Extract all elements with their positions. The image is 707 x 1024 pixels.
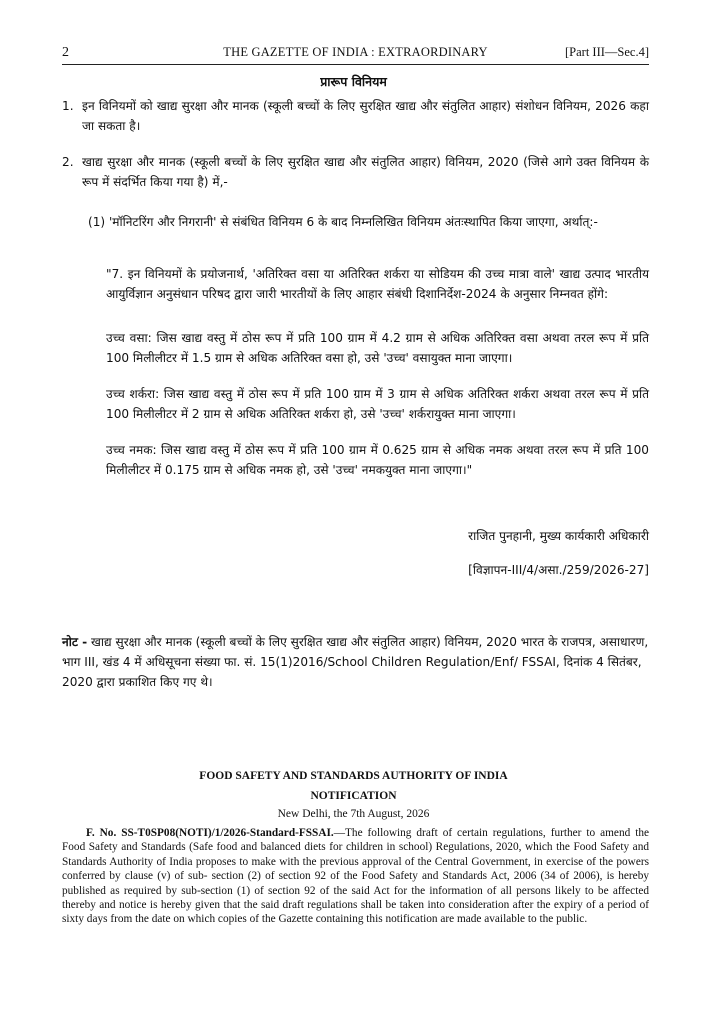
notification-heading: NOTIFICATION — [310, 790, 397, 802]
regulation-item-1 — [62, 96, 649, 136]
page-number: 2 — [62, 45, 69, 60]
item-number: 2. — [62, 155, 74, 169]
page-header — [62, 42, 649, 65]
note — [62, 632, 649, 692]
gazette-title: THE GAZETTE OF INDIA : EXTRAORDINARY — [223, 45, 488, 59]
quoted-regulation-intro: "7. इन विनियमों के प्रयोजनार्थ, 'अतिरिक्त वसा या अतिरिक्त शर्करा या सोडियम की उच्च मात्रा वाले' खाद्य उत्पाद भारतीय आयुर्विज्ञान अनुसंधान परिषद द्वारा जारी भारतीयों के लिए आहार संबंधी दिशानिर्देश-2024 के अनुसार निम्नवत होंगे: — [106, 267, 649, 301]
regulation-item-2 — [62, 152, 649, 192]
place-date: New Delhi, the 7th August, 2026 — [277, 808, 430, 820]
high-salt-definition: उच्च नमक: जिस खाद्य वस्तु में ठोस रूप में प्रति 100 ग्राम में 0.625 ग्राम से अधिक नमक अथवा तरल रूप में प्रति 100 मिलीलीटर में 0.175 ग्राम से अधिक नमक हो, उसे 'उच्च' नमकयुक्त माना जाएगा।" — [106, 443, 649, 477]
authority-heading: FOOD SAFETY AND STANDARDS AUTHORITY OF INDIA — [199, 770, 508, 782]
advertisement-number: [विज्ञापन-III/4/असा./259/2026-27] — [468, 563, 649, 577]
file-number: F. No. SS-T0SP08(NOTI)/1/2026-Standard-FSSAI. — [86, 827, 334, 839]
signatory: राजित पुनहानी, मुख्य कार्यकारी अधिकारी — [468, 529, 649, 543]
draft-regulations-heading: प्रारूप विनियम — [320, 74, 387, 89]
sub-item-1: (1) 'मॉनिटरिंग और निगरानी' से संबंधित विनियम 6 के बाद निम्नलिखित विनियम अंतःस्थापित किया जाएगा, अर्थात्:- — [88, 215, 598, 229]
item-number: 1. — [62, 99, 74, 113]
high-fat-definition: उच्च वसा: जिस खाद्य वस्तु में ठोस रूप में प्रति 100 ग्राम में 4.2 ग्राम से अधिक अतिरिक्त वसा अथवा तरल रूप में प्रति 100 मिलीलीटर में 1.5 ग्राम से अधिक अतिरिक्त वसा हो, उसे 'उच्च' वसायुक्त माना जाएगा। — [106, 331, 649, 365]
notification-text: —The following draft of certain regulations, further to amend the Food Safety and Standards (Safe food and balanced diets for children in school) Regulations, 2020, which the Food Safety and Standards Authority of India proposes to make with the previous approval of the Central Government, in exercise of the powers conferred by clause (v) of sub- section (2) of section 92 of the Food Safety and Standards Act, 2006 (34 of 2006), is hereby published as required by sub-section (1) of section 92 of the said Act for the information of all persons likely to be affected thereby and notice is hereby given that the said draft regulations shall be taken into consideration after the expiry of a period of sixty days from the date on which copies of the Gazette containing this notification are made available to the public. — [62, 827, 649, 926]
notification-body — [62, 826, 649, 927]
note-label: नोट - — [62, 635, 88, 649]
item-text: इन विनियमों को खाद्य सुरक्षा और मानक (स्कूली बच्चों के लिए सुरक्षित खाद्य और संतुलित आहार) संशोधन विनियम, 2026 कहा जा सकता है। — [82, 99, 649, 133]
note-text: खाद्य सुरक्षा और मानक (स्कूली बच्चों के लिए सुरक्षित खाद्य और संतुलित आहार) विनियम, 2020 भारत के राजपत्र, असाधारण, भाग III, खंड 4 में अधिसूचना संख्या फा. सं. 15(1)2016/School Children Regulation/Enf/ FSSAI, दिनांक 4 सितंबर, 2020 द्वारा प्रकाशित किए गए थे। — [62, 635, 649, 689]
part-section: [Part III—Sec.4] — [565, 45, 649, 59]
high-sugar-definition: उच्च शर्करा: जिस खाद्य वस्तु में ठोस रूप में प्रति 100 ग्राम में 3 ग्राम से अधिक अतिरिक्त शर्करा अथवा तरल रूप में प्रति 100 मिलीलीटर में 2 ग्राम से अधिक अतिरिक्त शर्करा हो, उसे 'उच्च' शर्करायुक्त माना जाएगा। — [106, 387, 649, 421]
item-text: खाद्य सुरक्षा और मानक (स्कूली बच्चों के लिए सुरक्षित खाद्य और संतुलित आहार) विनियम, 2020 (जिसे आगे उक्त विनियम के रूप में संदर्भित किया गया है) में,- — [82, 155, 649, 189]
